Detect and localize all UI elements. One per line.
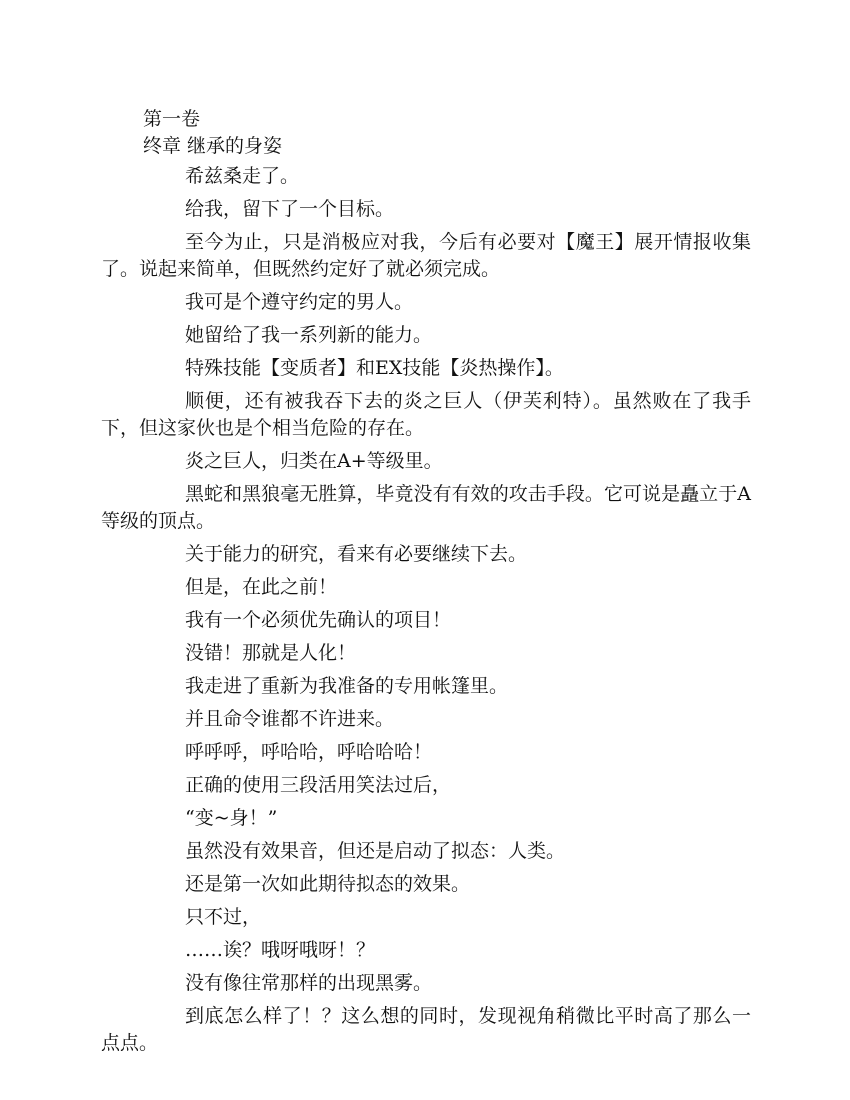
chapter-title: 终章 继承的身姿 — [143, 135, 283, 157]
paragraph: 虽然没有效果音，但还是启动了拟态：人类。 — [185, 840, 566, 862]
paragraph: 呼呼呼，呼哈哈，呼哈哈哈！ — [185, 741, 433, 763]
paragraph: 没错！那就是人化！ — [185, 642, 357, 664]
paragraph: 关于能力的研究，看来有必要继续下去。 — [185, 543, 528, 565]
paragraph: 希兹桑走了。 — [185, 165, 300, 187]
paragraph: 至今为止，只是消极应对我，今后有必要对【魔王】展开情报收集了。说起来简单，但既然约定好了就必须完成。 — [101, 231, 751, 280]
paragraph: 还是第一次如此期待拟态的效果。 — [185, 873, 471, 895]
paragraph: ……诶？哦呀哦呀！？ — [185, 939, 376, 961]
volume-title: 第一卷 — [143, 108, 201, 130]
paragraph: 我有一个必须优先确认的项目！ — [185, 609, 452, 631]
paragraph: 给我，留下了一个目标。 — [185, 198, 395, 220]
paragraph: 只不过， — [185, 906, 262, 928]
paragraph: 没有像往常那样的出现黑雾。 — [185, 972, 433, 994]
document-body — [101, 106, 751, 1063]
paragraph: 到底怎么样了！？这么想的同时，发现视角稍微比平时高了那么一点点。 — [101, 1005, 751, 1054]
paragraph: 她留给了我一系列新的能力。 — [185, 324, 433, 346]
paragraph: 黑蛇和黑狼毫无胜算，毕竟没有有效的攻击手段。它可说是矗立于A等级的顶点。 — [101, 483, 751, 532]
paragraph: 顺便，还有被我吞下去的炎之巨人（伊芙利特）。虽然败在了我手下，但这家伙也是个相当危险的存在。 — [101, 390, 751, 439]
paragraph: 我走进了重新为我准备的专用帐篷里。 — [185, 675, 509, 697]
paragraph: “变~身！” — [185, 807, 278, 829]
paragraph: 正确的使用三段活用笑法过后， — [185, 774, 452, 796]
paragraph: 但是，在此之前！ — [185, 576, 338, 598]
paragraph: 炎之巨人，归类在A+等级里。 — [185, 450, 443, 472]
paragraph: 特殊技能【变质者】和EX技能【炎热操作】。 — [185, 357, 564, 379]
paragraph: 并且命令谁都不许进来。 — [185, 708, 395, 730]
paragraph: 我可是个遵守约定的男人。 — [185, 291, 414, 313]
